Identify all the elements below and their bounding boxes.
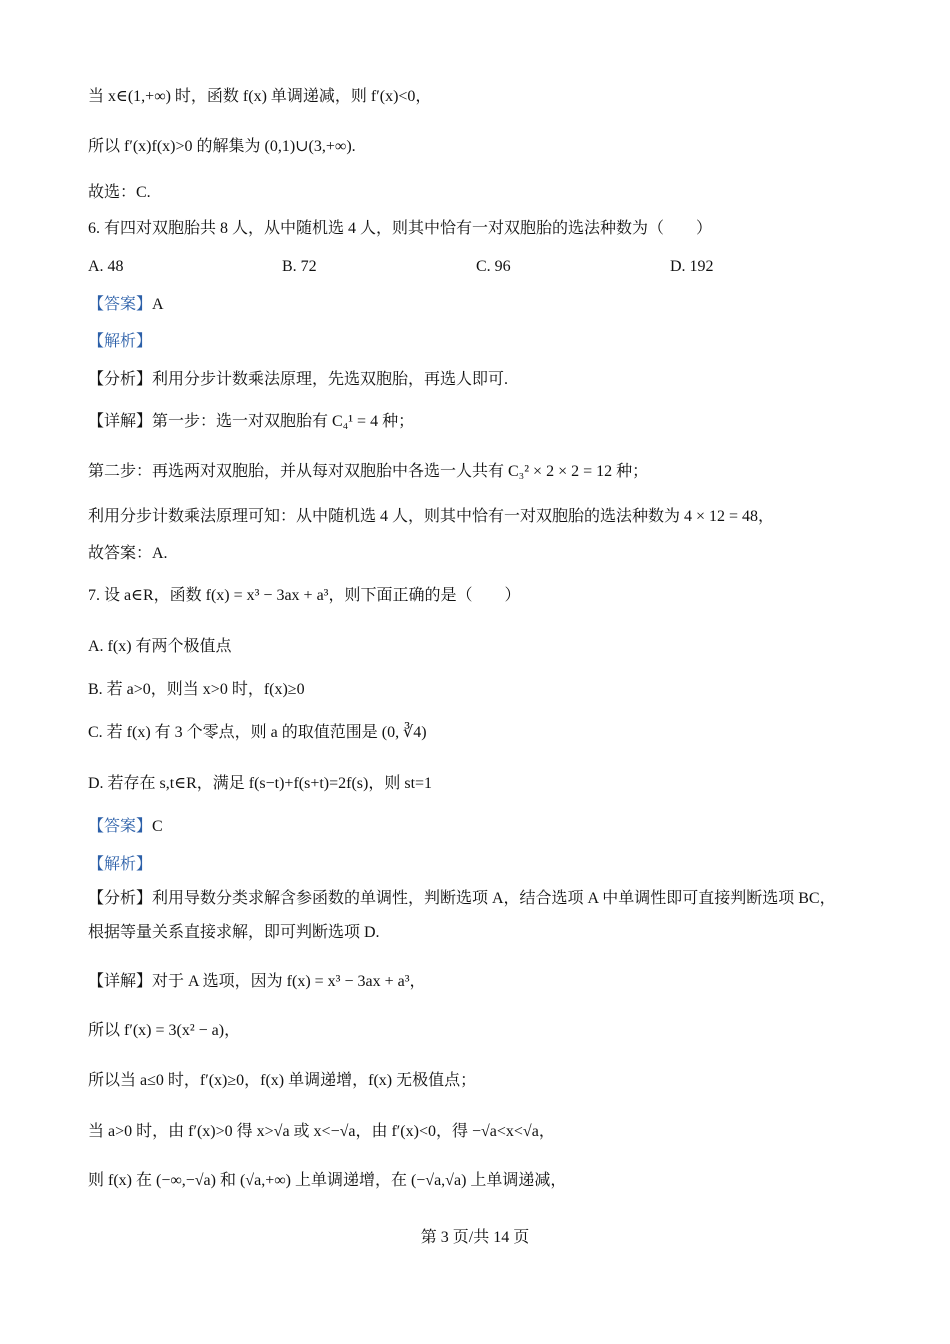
q6-choice-a: A. 48 xyxy=(88,258,124,275)
q7-choice-c: C. 若 f(x) 有 3 个零点，则 a 的取值范围是 (0, ∛4) xyxy=(88,724,427,741)
answer-row-7 xyxy=(88,816,163,838)
q7-choice-a: A. f(x) 有两个极值点 xyxy=(88,638,232,655)
line-detail-7-5: 则 f(x) 在 (−∞,−√a) 和 (√a,+∞) 上单调递增，在 (−√a,√a) 上单调递减， xyxy=(88,1172,567,1189)
line-detail-6-4: 故答案：A. xyxy=(88,545,168,562)
question-6: 6. 有四对双胞胎共 8 人，从中随机选 4 人，则其中恰有一对双胞胎的选法种数为（ ） xyxy=(88,220,713,237)
q6-choice-c: C. 96 xyxy=(476,258,511,275)
line-detail-7-3: 所以当 a≤0 时，f′(x)≥0，f(x) 单调递增，f(x) 无极值点； xyxy=(88,1072,477,1089)
analysis-tag: 【解析】 xyxy=(88,333,153,350)
answer-row-6 xyxy=(88,294,164,316)
answer-tag: 【答案】 xyxy=(88,296,153,313)
line-detail-6-3: 利用分步计数乘法原理可知：从中随机选 4 人，则其中恰有一对双胞胎的选法种数为 4 × 12 = 48， xyxy=(88,508,775,525)
line-2: 所以 f′(x)f(x)>0 的解集为 (0,1)∪(3,+∞). xyxy=(88,138,356,155)
line-detail-7-4: 当 a>0 时，由 f′(x)>0 得 x>√a 或 x<−√a，由 f′(x)<0，得 −√a<x<√a， xyxy=(88,1123,555,1140)
q6-choice-b: B. 72 xyxy=(282,258,317,275)
q7-choice-b: B. 若 a>0，则当 x>0 时，f(x)≥0 xyxy=(88,681,305,698)
line-3: 故选：C. xyxy=(88,184,151,201)
answer-value: A xyxy=(152,296,164,313)
answer-tag: 【答案】 xyxy=(88,818,153,835)
question-7: 7. 设 a∈R，函数 f(x) = x³ − 3ax + a³，则下面正确的是（ ） xyxy=(88,587,521,604)
analysis-tag: 【解析】 xyxy=(88,856,153,873)
q6-choice-d: D. 192 xyxy=(670,258,714,275)
line-detail-7-2: 所以 f′(x) = 3(x² − a)， xyxy=(88,1022,241,1039)
line-detail-6-2: 第二步：再选两对双胞胎，并从每对双胞胎中各选一人共有 C₃² × 2 × 2 = 12 种； xyxy=(88,463,649,480)
line-analysis-7: 【分析】利用导数分类求解含参函数的单调性，判断选项 A，结合选项 A 中单调性即可直接判断选项 BC，根据等量关系直接求解，即可判断选项 D. xyxy=(88,890,836,941)
line-detail-6-1: 【详解】第一步：选一对双胞胎有 C₄¹ = 4 种； xyxy=(88,413,415,430)
answer-value: C xyxy=(152,818,163,835)
line-analysis-6: 【分析】利用分步计数乘法原理，先选双胞胎，再选人即可. xyxy=(88,371,509,388)
q7-choice-d: D. 若存在 s,t∈R，满足 f(s−t)+f(s+t)=2f(s)，则 st=1 xyxy=(88,775,433,792)
line-detail-7-1: 【详解】对于 A 选项，因为 f(x) = x³ − 3ax + a³， xyxy=(88,973,426,990)
page-footer: 第 3 页/共 14 页 xyxy=(420,1229,530,1246)
line-1: 当 x∈(1,+∞) 时，函数 f(x) 单调递减，则 f′(x)<0， xyxy=(88,88,432,105)
